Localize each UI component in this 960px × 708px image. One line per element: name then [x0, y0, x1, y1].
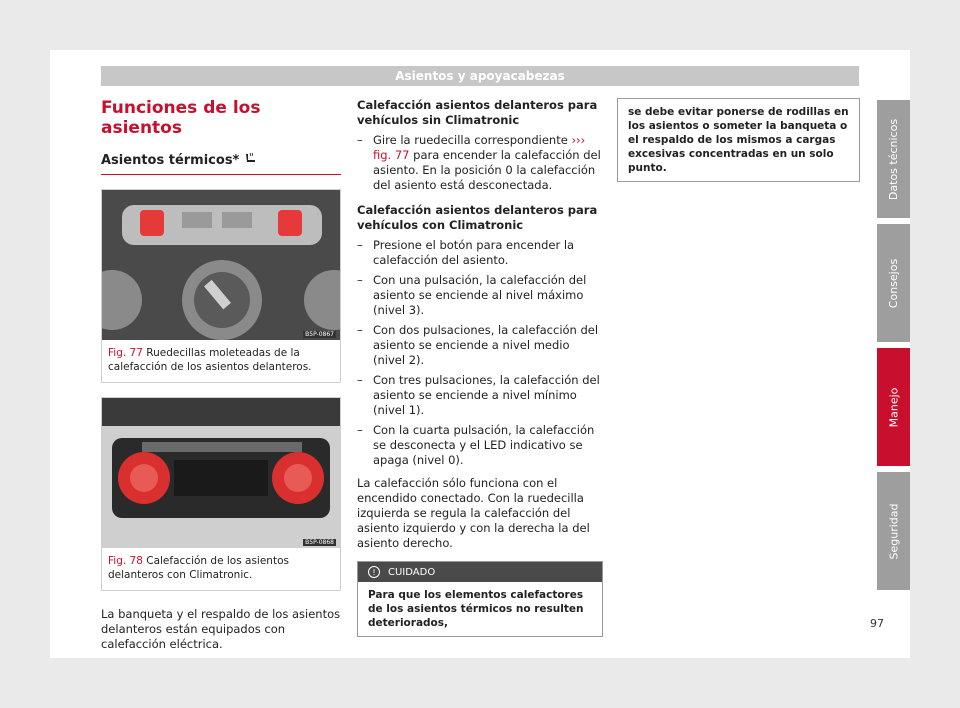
list-item: – Presione el botón para encender la calefacción del asiento.: [357, 238, 575, 267]
tab-manejo[interactable]: [877, 348, 910, 466]
sub-title: [101, 152, 341, 175]
tab-label: Datos técnicos: [887, 118, 900, 200]
column-right: [617, 98, 860, 182]
sub-title-text: Asientos térmicos*: [101, 152, 240, 168]
list-item-text: Con la cuarta pulsación, la calefacción se desconecta y el LED indicativo se apaga (nivel 0).: [373, 423, 595, 467]
figure-78: [101, 397, 341, 591]
figure-78-caption: [102, 548, 340, 590]
tab-label: Consejos: [887, 258, 900, 308]
tab-seguridad[interactable]: [877, 472, 910, 590]
list-item: – Gire la ruedecilla correspondiente ››› fig. 77 para encender la calefacción del asiento. En la posición 0 la calefacción del asiento está desconectada.: [357, 133, 601, 192]
section-title: Funciones de los asientos: [101, 98, 261, 138]
list-item: – Con tres pulsaciones, la calefacción del asiento se enciende a nivel mínimo (nivel 1).: [357, 373, 600, 417]
figure-78-image: [102, 398, 340, 548]
caution-text: Para que los elementos calefactores de los asientos térmicos no resulten deteriorados,: [368, 589, 584, 629]
list-item-text: Con una pulsación, la calefacción del asiento se enciende al nivel máximo (nivel 3).: [373, 273, 587, 317]
figure-77: [101, 189, 341, 383]
tab-consejos[interactable]: [877, 224, 910, 342]
caution-title: CUIDADO: [388, 566, 436, 578]
column-left: [101, 98, 341, 652]
item1-pre: Gire la ruedecilla correspondiente: [373, 133, 572, 147]
intro-paragraph: La banqueta y el respaldo de los asientos delanteros están equipados con calefacción eléctrica.: [101, 607, 341, 651]
list-item-text: Con tres pulsaciones, la calefacción del asiento se enciende a nivel mínimo (nivel 1).: [373, 373, 600, 417]
seat-heating-icon: [245, 152, 257, 168]
page-header: Asientos y apoyacabezas: [101, 66, 859, 86]
fig-77-link[interactable]: ››› fig. 77: [373, 133, 586, 162]
figure-77-caption-text: Ruedecillas moleteadas de la calefacción de los asientos delanteros.: [108, 347, 312, 373]
list-item: – Con dos pulsaciones, la calefacción del asiento se enciende a nivel medio (nivel 2).: [357, 323, 599, 367]
caution-header: [358, 562, 602, 582]
caution-continued-text: se debe evitar ponerse de rodillas en los asientos o someter la banqueta o el respaldo de los mismos a cargas excesivas concentradas en un solo punto.: [628, 106, 849, 174]
tab-datos-tecnicos[interactable]: [877, 100, 910, 218]
figure-77-code: B5P-0867: [305, 331, 334, 338]
figure-77-image: [102, 190, 340, 340]
caution-continued-box: [617, 98, 860, 182]
figure-78-label: Fig. 78: [108, 555, 143, 567]
tab-label: Seguridad: [887, 503, 900, 559]
list-item: – Con una pulsación, la calefacción del asiento se enciende al nivel máximo (nivel 3).: [357, 273, 587, 317]
column-middle: [357, 98, 603, 637]
figure-77-caption: [102, 340, 340, 382]
figure-77-label: Fig. 77: [108, 347, 143, 359]
page-number: 97: [870, 617, 884, 630]
warning-icon: !: [368, 566, 380, 578]
heading-with-climatronic: Calefacción asientos delanteros para vehículos con Climatronic: [357, 203, 598, 232]
caution-box: [357, 561, 603, 637]
list-item-text: Con dos pulsaciones, la calefacción del asiento se enciende a nivel medio (nivel 2).: [373, 323, 599, 367]
item1-post: para encender la calefacción del asiento. En la posición 0 la calefacción del asiento está desconectada.: [373, 148, 601, 192]
list-item-text: Presione el botón para encender la calefacción del asiento.: [373, 238, 575, 267]
tab-label: Manejo: [887, 387, 901, 427]
figure-78-code: B5P-0868: [305, 539, 334, 546]
operation-paragraph: La calefacción sólo funciona con el encendido conectado. Con la ruedecilla izquierda se regula la calefacción del asiento izquierdo y con la derecha la del asiento derecho.: [357, 476, 590, 550]
heading-without-climatronic: Calefacción asientos delanteros para vehículos sin Climatronic: [357, 98, 598, 127]
list-item: – Con la cuarta pulsación, la calefacción se desconecta y el LED indicativo se apaga (nivel 0).: [357, 423, 595, 467]
figure-78-caption-text: Calefacción de los asientos delanteros con Climatronic.: [108, 555, 289, 581]
